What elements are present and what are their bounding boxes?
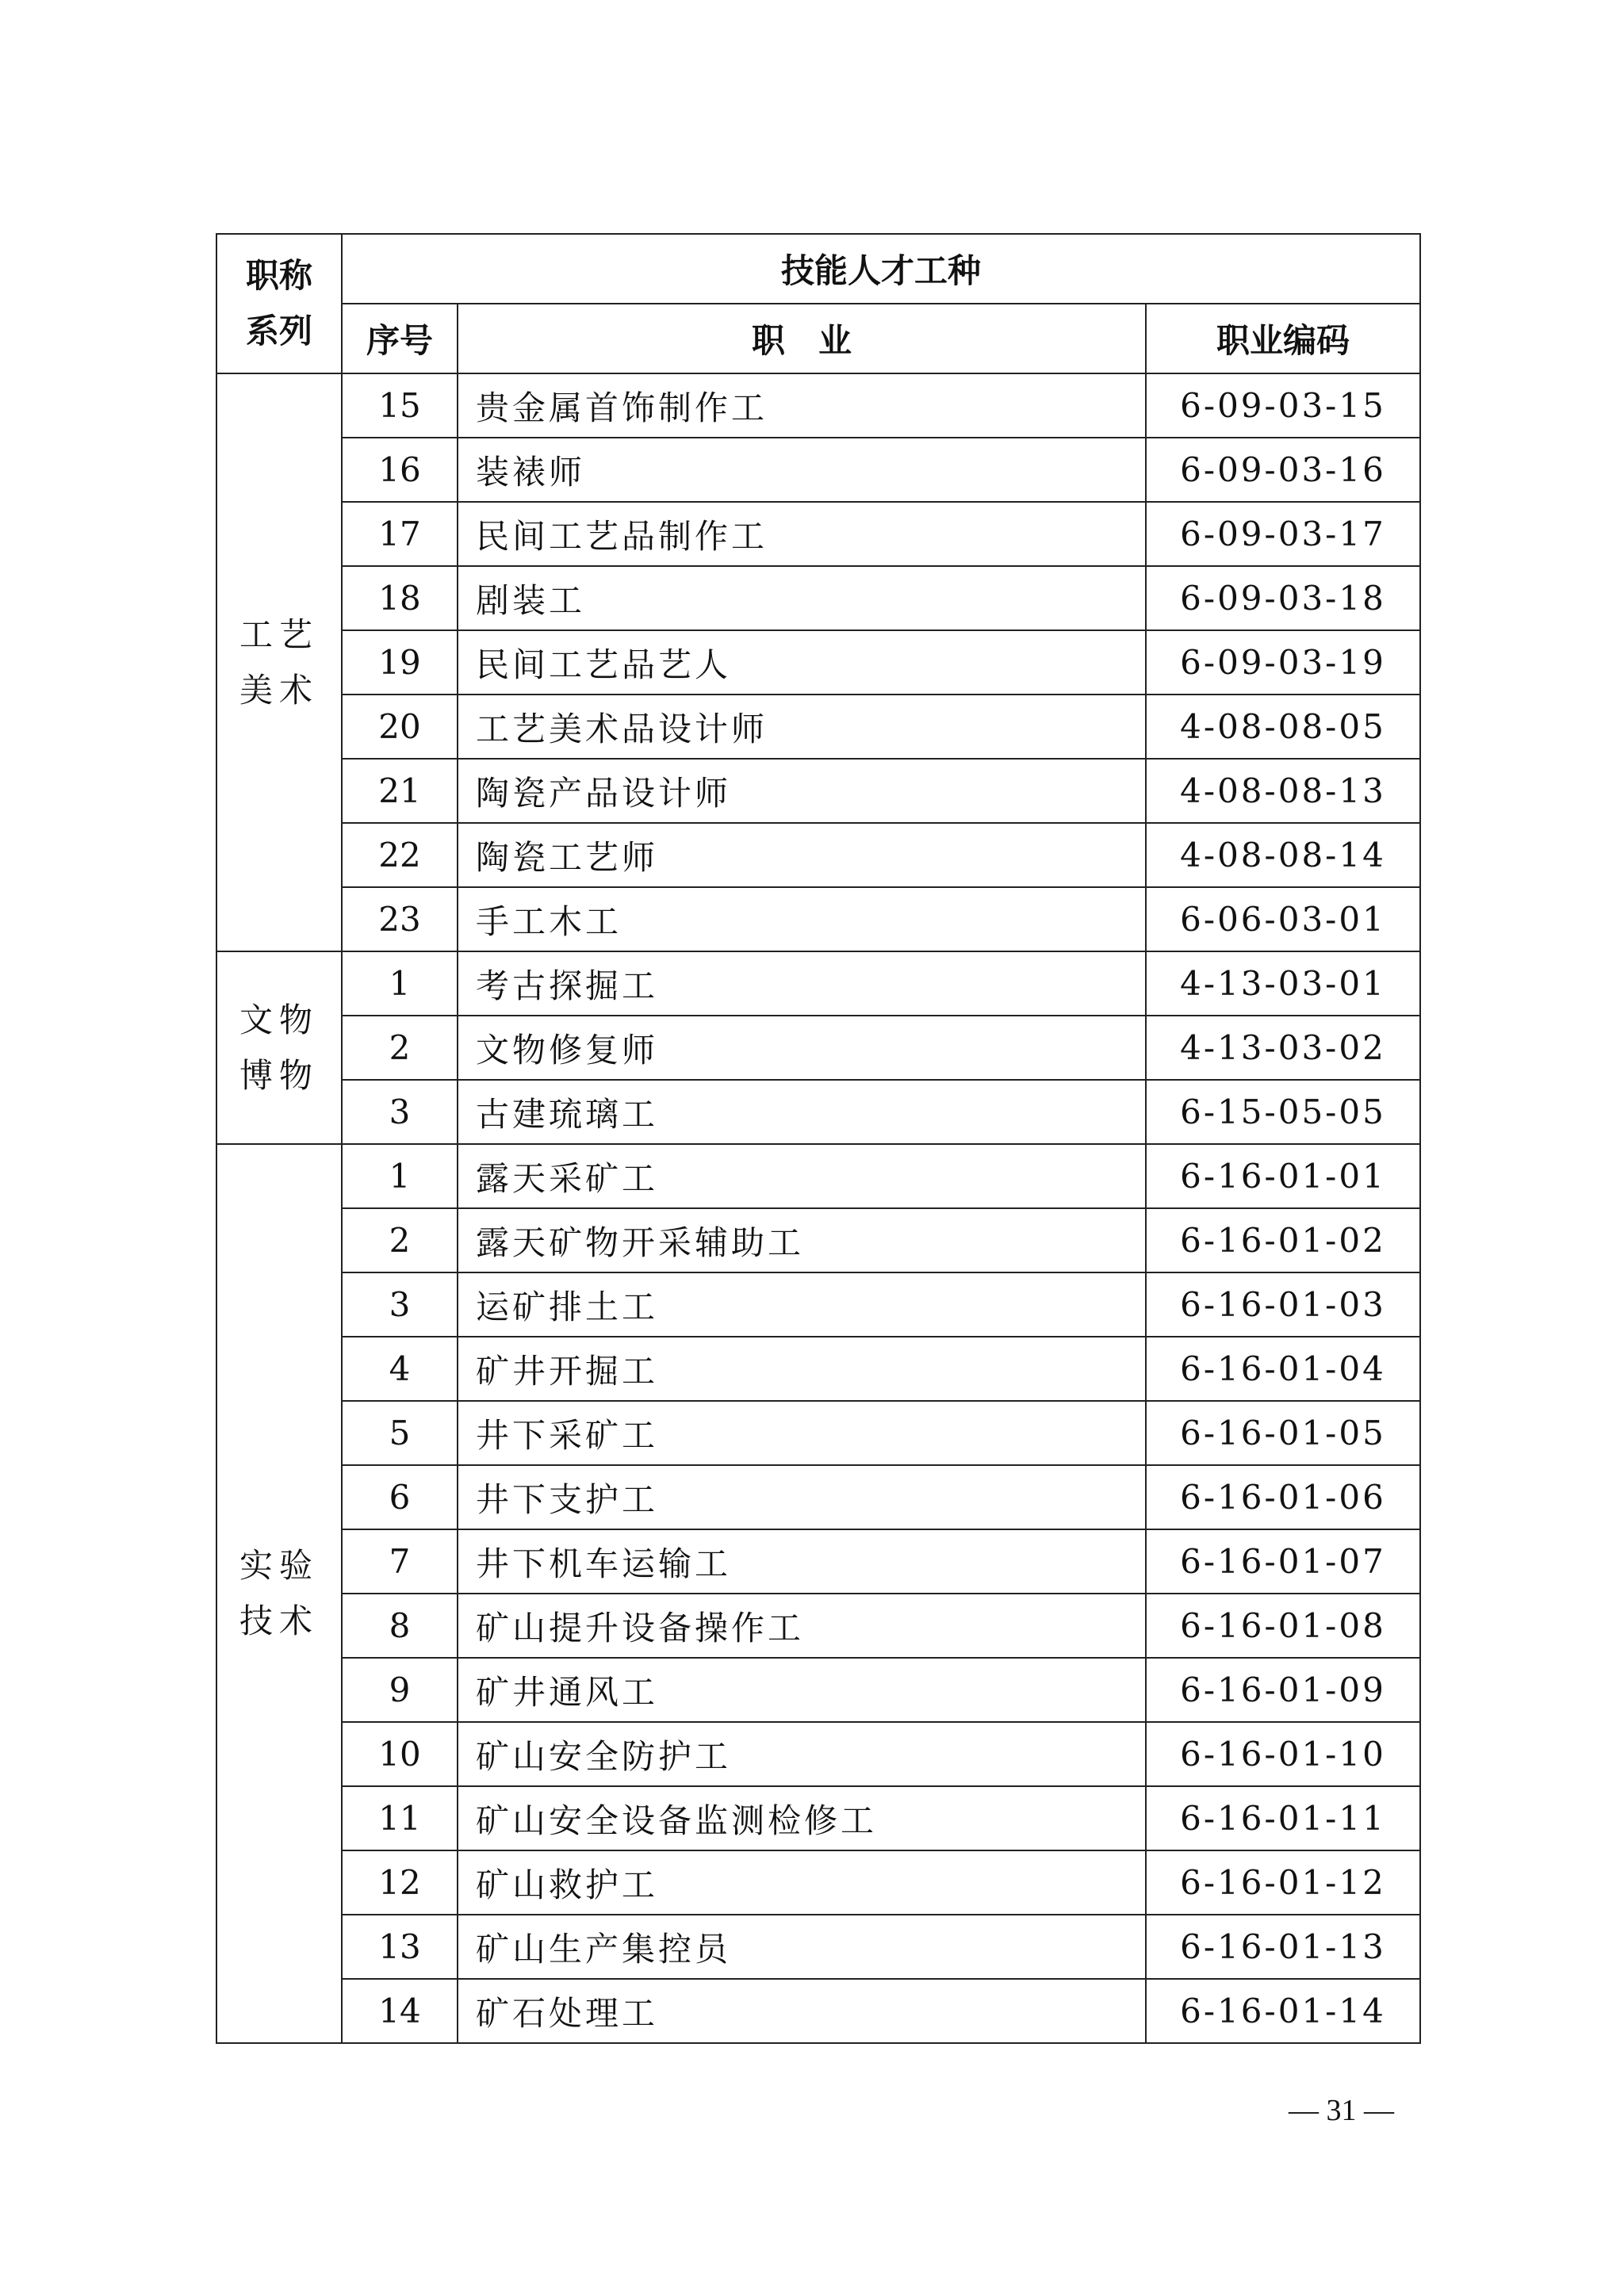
number-cell: 19	[342, 630, 458, 695]
code-cell: 6-16-01-03	[1146, 1272, 1420, 1337]
occupation-cell: 矿井开掘工	[458, 1337, 1146, 1401]
code-cell: 6-16-01-08	[1146, 1594, 1420, 1658]
code-cell: 4-08-08-05	[1146, 695, 1420, 759]
code-cell: 6-16-01-02	[1146, 1208, 1420, 1272]
occupation-cell: 文物修复师	[458, 1016, 1146, 1080]
number-cell: 23	[342, 887, 458, 951]
number-cell: 3	[342, 1272, 458, 1337]
table-row	[216, 887, 1420, 951]
number-cell: 15	[342, 373, 458, 438]
number-cell: 5	[342, 1401, 458, 1465]
code-cell: 6-06-03-01	[1146, 887, 1420, 951]
table-row	[216, 438, 1420, 502]
header-occupation: 职 业	[458, 304, 1146, 373]
table-row	[216, 373, 1420, 438]
code-cell: 6-16-01-09	[1146, 1658, 1420, 1722]
number-cell: 14	[342, 1979, 458, 2043]
number-cell: 16	[342, 438, 458, 502]
occupation-cell: 矿石处理工	[458, 1979, 1146, 2043]
table-row	[216, 951, 1420, 1016]
occupation-cell: 矿山提升设备操作工	[458, 1594, 1146, 1658]
table-body	[216, 234, 1420, 2043]
table-row	[216, 1337, 1420, 1401]
code-cell: 6-16-01-13	[1146, 1915, 1420, 1979]
code-cell: 6-09-03-18	[1146, 566, 1420, 630]
code-cell: 4-13-03-01	[1146, 951, 1420, 1016]
code-cell: 6-16-01-01	[1146, 1144, 1420, 1208]
number-cell: 1	[342, 951, 458, 1016]
occupation-cell: 古建琉璃工	[458, 1080, 1146, 1144]
number-cell: 10	[342, 1722, 458, 1786]
table-row	[216, 1401, 1420, 1465]
number-cell: 17	[342, 502, 458, 566]
number-cell: 11	[342, 1786, 458, 1850]
number-cell: 18	[342, 566, 458, 630]
occupation-cell: 装裱师	[458, 438, 1146, 502]
table-row	[216, 502, 1420, 566]
table-row	[216, 823, 1420, 887]
number-cell: 2	[342, 1208, 458, 1272]
occupation-cell: 矿山救护工	[458, 1850, 1146, 1915]
occupation-cell: 贵金属首饰制作工	[458, 373, 1146, 438]
code-cell: 6-16-01-04	[1146, 1337, 1420, 1401]
occupation-cell: 剧装工	[458, 566, 1146, 630]
occupation-cell: 矿井通风工	[458, 1658, 1146, 1722]
header-group: 技能人才工种	[342, 234, 1420, 304]
occupation-cell: 露天采矿工	[458, 1144, 1146, 1208]
table-row	[216, 1208, 1420, 1272]
occupation-cell: 工艺美术品设计师	[458, 695, 1146, 759]
table-row	[216, 1979, 1420, 2043]
number-cell: 7	[342, 1529, 458, 1594]
code-cell: 6-09-03-19	[1146, 630, 1420, 695]
code-cell: 6-09-03-15	[1146, 373, 1420, 438]
header-series: 职称系列	[216, 234, 342, 373]
table-row	[216, 1786, 1420, 1850]
table-row	[216, 1722, 1420, 1786]
header-row-2	[216, 304, 1420, 373]
occupation-cell: 陶瓷产品设计师	[458, 759, 1146, 823]
occupation-cell: 矿山安全设备监测检修工	[458, 1786, 1146, 1850]
occupation-cell: 井下采矿工	[458, 1401, 1146, 1465]
occupation-cell: 运矿排土工	[458, 1272, 1146, 1337]
occupation-cell: 井下机车运输工	[458, 1529, 1146, 1594]
number-cell: 20	[342, 695, 458, 759]
table-row	[216, 630, 1420, 695]
code-cell: 6-15-05-05	[1146, 1080, 1420, 1144]
occupation-cell: 陶瓷工艺师	[458, 823, 1146, 887]
occupation-cell: 考古探掘工	[458, 951, 1146, 1016]
code-cell: 6-16-01-10	[1146, 1722, 1420, 1786]
occupation-cell: 矿山生产集控员	[458, 1915, 1146, 1979]
occupation-cell: 露天矿物开采辅助工	[458, 1208, 1146, 1272]
table-row	[216, 1080, 1420, 1144]
table-row	[216, 1529, 1420, 1594]
category-label: 文物博物	[239, 1000, 319, 1095]
code-cell: 6-09-03-16	[1146, 438, 1420, 502]
header-number: 序号	[342, 304, 458, 373]
code-cell: 6-16-01-06	[1146, 1465, 1420, 1529]
header-code: 职业编码	[1146, 304, 1420, 373]
number-cell: 8	[342, 1594, 458, 1658]
table-row	[216, 1658, 1420, 1722]
category-cell	[216, 1144, 342, 2043]
table-row	[216, 1144, 1420, 1208]
number-cell: 12	[342, 1850, 458, 1915]
number-cell: 9	[342, 1658, 458, 1722]
occupation-cell: 民间工艺品艺人	[458, 630, 1146, 695]
number-cell: 3	[342, 1080, 458, 1144]
category-label: 工艺美术	[239, 614, 319, 710]
code-cell: 6-16-01-11	[1146, 1786, 1420, 1850]
number-cell: 21	[342, 759, 458, 823]
code-cell: 4-08-08-13	[1146, 759, 1420, 823]
category-label: 实验技术	[239, 1546, 319, 1640]
table-row	[216, 566, 1420, 630]
number-cell: 4	[342, 1337, 458, 1401]
number-cell: 2	[342, 1016, 458, 1080]
table-row	[216, 1594, 1420, 1658]
code-cell: 6-16-01-14	[1146, 1979, 1420, 2043]
header-row-1	[216, 234, 1420, 304]
code-cell: 4-08-08-14	[1146, 823, 1420, 887]
occupation-cell: 民间工艺品制作工	[458, 502, 1146, 566]
category-cell	[216, 951, 342, 1144]
category-cell	[216, 373, 342, 951]
number-cell: 13	[342, 1915, 458, 1979]
number-cell: 6	[342, 1465, 458, 1529]
table-row	[216, 695, 1420, 759]
code-cell: 6-16-01-12	[1146, 1850, 1420, 1915]
table-row	[216, 1465, 1420, 1529]
code-cell: 4-13-03-02	[1146, 1016, 1420, 1080]
number-cell: 1	[342, 1144, 458, 1208]
occupation-cell: 手工木工	[458, 887, 1146, 951]
code-cell: 6-16-01-07	[1146, 1529, 1420, 1594]
occupation-cell: 井下支护工	[458, 1465, 1146, 1529]
code-cell: 6-16-01-05	[1146, 1401, 1420, 1465]
page-number: — 31 —	[1289, 2094, 1394, 2127]
table-row	[216, 1272, 1420, 1337]
table-row	[216, 1850, 1420, 1915]
occupation-cell: 矿山安全防护工	[458, 1722, 1146, 1786]
occupation-table	[216, 233, 1421, 2044]
table-row	[216, 1016, 1420, 1080]
code-cell: 6-09-03-17	[1146, 502, 1420, 566]
table-row	[216, 1915, 1420, 1979]
number-cell: 22	[342, 823, 458, 887]
table-row	[216, 759, 1420, 823]
